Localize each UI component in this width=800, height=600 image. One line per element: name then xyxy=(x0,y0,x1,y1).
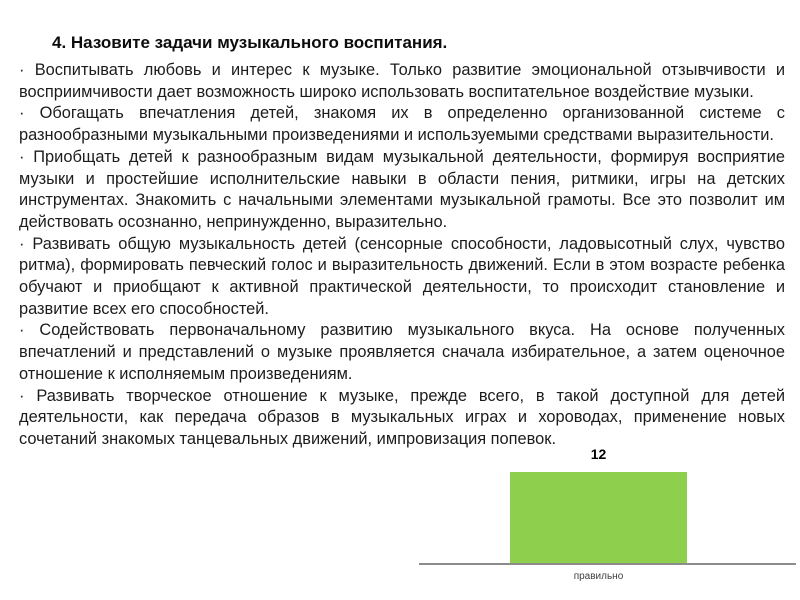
body-text xyxy=(19,60,785,451)
bar-category-label: правильно xyxy=(573,571,624,582)
bullet-paragraph: · Обогащать впечатления детей, знакомя их в определенно организованной системе с разнообразными музыкальными произведениями и используемыми средствами выразительности. xyxy=(19,104,785,145)
bullet-paragraph: · Приобщать детей к разнообразным видам музыкальной деятельности, формируя восприятие музыки и простейшие исполнительские навыки в области пения, ритмики, игры на детских инструментах. Знакомить с начальными элементами музыкальной грамоты. Все это позволит им действовать осознанно, непринужденно, выразительно. xyxy=(19,147,785,231)
bullet-paragraph: · Развивать общую музыкальность детей (сенсорные способности, ладовысотный слух, чувство ритма), формировать певческий голос и выразительность движений. Если в этом возрасте ребенка обучают и приобщают к активной практической деятельности, то происходит становление и развитие всех его способностей. xyxy=(19,234,785,318)
chart-x-axis-line xyxy=(419,563,796,565)
page-title: 4. Назовите задачи музыкального воспитания. xyxy=(52,33,448,52)
bar-value-label: 12 xyxy=(590,446,607,462)
bullet-paragraph: · Воспитывать любовь и интерес к музыке. Только развитие эмоциональной отзывчивости и восприимчивости дает возможность широко использовать воспитательное воздействие музыки. xyxy=(19,61,785,101)
chart-bar-correct xyxy=(510,472,687,564)
bullet-paragraph: · Содействовать первоначальному развитию музыкального вкуса. На основе полученных впечатлений и представлений о музыке проявляется сначала избирательное, а затем оценочное отношение к исполняемым произведениям. xyxy=(19,321,785,383)
bullet-paragraph: · Развивать творческое отношение к музыке, прежде всего, в такой доступной для детей деятельности, как передача образов в музыкальных играх и хороводах, применение новых сочетаний знакомых танцевальных движений, импровизация попевок. xyxy=(19,386,785,448)
